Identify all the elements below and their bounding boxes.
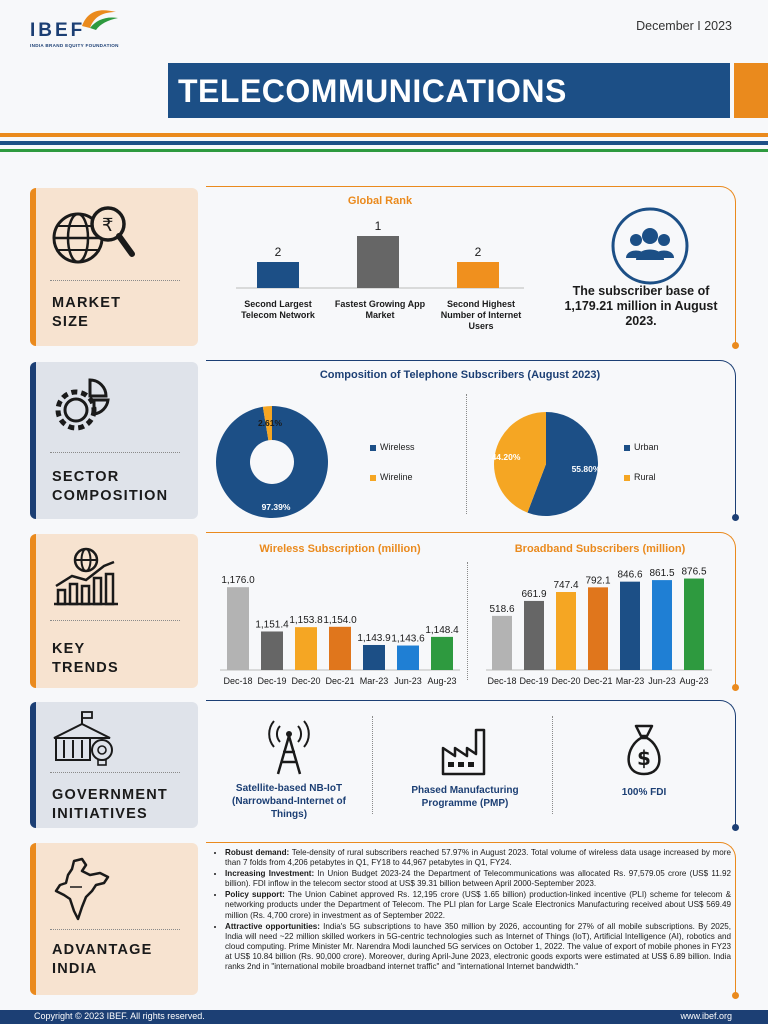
bar <box>652 580 672 670</box>
rank-value: 2 <box>274 245 282 259</box>
wireless-subscription-chart <box>218 560 462 694</box>
title-accent <box>734 63 768 118</box>
advantage-bullet-text: In Union Budget 2023-24 the Department of Telecommunications was allocated Rs. 97,579.05 crore (US$ 11.92 billion). FDI inflow in the telecom sector stood at US$ 39.31 billion between April 2000-September 2023. <box>225 869 731 889</box>
bracket-end-dot <box>732 342 739 349</box>
global-rank-chart <box>230 210 530 292</box>
x-tick-label: Jun-23 <box>394 676 422 686</box>
footer-copyright: Copyright © 2023 IBEF. All rights reserved. <box>34 1011 205 1021</box>
section-label-advantage-india: ADVANTAGE INDIA <box>52 942 153 977</box>
initiative-nb-iot: Satellite-based NB-IoT (Narrowband-Internet of Things) <box>232 783 346 820</box>
rank-label-1: Fastest Growing App Market <box>334 299 426 320</box>
x-tick-label: Mar-23 <box>615 676 645 686</box>
bar-value-label: 747.4 <box>553 580 579 592</box>
legend-wireless: Wireless <box>370 442 415 452</box>
x-tick-label: Aug-23 <box>679 676 709 686</box>
composition-divider <box>466 394 467 514</box>
globe-magnifier-icon <box>50 202 136 272</box>
stripe-green <box>0 149 768 152</box>
ibef-logo: IBEF <box>30 20 86 41</box>
bar-value-label: 861.5 <box>649 568 675 580</box>
x-tick-label: Dec-21 <box>583 676 613 686</box>
bar <box>684 579 704 670</box>
section-label-government-initiatives: GOVERNMENT INITIATIVES <box>52 787 168 822</box>
svg-text:$: $ <box>637 746 651 770</box>
government-building-bulb-icon <box>50 708 126 770</box>
bar-value-label: 1,143.6 <box>391 633 425 645</box>
rank-label-2: Second Highest Number of Internet Users <box>440 299 522 331</box>
advantage-bullet-head: Policy support: <box>225 890 285 900</box>
card-market-size <box>30 188 198 346</box>
globe-trend-chart-icon <box>50 546 130 608</box>
bar-value-label: 518.6 <box>489 603 515 615</box>
subscriber-base-text: The subscriber base of 1,179.21 million in August 2023. <box>564 284 718 328</box>
x-tick-label: Dec-20 <box>551 676 581 686</box>
rank-bar <box>357 236 399 288</box>
broadband-subscribers-chart <box>484 560 714 694</box>
bar-value-label: 661.9 <box>521 588 547 600</box>
advantage-bullet <box>225 848 731 868</box>
bar-value-label: 1,154.0 <box>323 614 357 626</box>
government-divider <box>372 716 373 814</box>
page-title: TELECOMMUNICATIONS <box>178 73 567 109</box>
stripe-navy <box>0 141 768 145</box>
x-tick-label: Mar-23 <box>359 676 389 686</box>
bar-value-label: 1,143.9 <box>357 632 391 644</box>
pie-value-label: 2.61% <box>257 418 283 428</box>
x-tick-label: Jun-23 <box>648 676 676 686</box>
bar <box>556 592 576 670</box>
advantage-bullet-head: Robust demand: <box>225 848 290 857</box>
card-government-initiatives <box>30 702 198 828</box>
bar <box>329 627 351 670</box>
bracket-end-dot <box>732 992 739 999</box>
rank-bar <box>457 262 499 288</box>
pie-value-label: 55.80% <box>571 464 601 474</box>
card-advantage-india <box>30 843 198 995</box>
pie-value-label: 97.39% <box>261 502 291 512</box>
bar-value-label: 1,176.0 <box>221 575 255 587</box>
bracket-end-dot <box>732 514 739 521</box>
satellite-tower-icon <box>264 718 314 776</box>
rank-value: 2 <box>474 245 482 259</box>
stripe-orange <box>0 133 768 137</box>
trends-divider <box>467 562 468 680</box>
section-label-sector-composition: SECTOR COMPOSITION <box>52 469 169 504</box>
chart-title-global-rank: Global Rank <box>347 195 413 207</box>
chart-title-wireless-subscription: Wireless Subscription (million) <box>259 543 421 555</box>
svg-text:₹: ₹ <box>102 215 114 236</box>
x-tick-label: Dec-21 <box>325 676 355 686</box>
bar-value-label: 1,151.4 <box>255 619 289 631</box>
x-tick-label: Dec-20 <box>291 676 321 686</box>
bar <box>588 587 608 670</box>
chart-title-broadband-subscribers: Broadband Subscribers (million) <box>514 543 686 555</box>
x-tick-label: Dec-18 <box>223 676 253 686</box>
footer-url: www.ibef.org <box>680 1011 732 1021</box>
pie-value-label: 44.20% <box>491 452 521 462</box>
bar-value-label: 876.5 <box>681 566 707 578</box>
bar <box>397 646 419 670</box>
initiative-pmp: Phased Manufacturing Programme (PMP) <box>411 785 519 809</box>
india-map-icon <box>52 857 116 923</box>
x-tick-label: Dec-18 <box>487 676 517 686</box>
chart-title-telephone-composition: Composition of Telephone Subscribers (August 2023) <box>319 369 601 381</box>
advantage-bullet-text: The Union Cabinet approved Rs. 12,195 crore (US$ 1.65 billion) production-linked incentive (PLI) scheme for telecom & networking products under the Department of Telecom. The PLI plan for Large Scale Electronics Manufacturing received about US$ 569.49 million (Rs. 4,700 crore) in investment as of September 2022. <box>225 890 731 920</box>
section-label-key-trends: KEY TRENDS <box>52 641 119 676</box>
advantage-bullet <box>225 890 731 920</box>
bar-value-label: 846.6 <box>617 569 643 581</box>
footer <box>0 1010 768 1024</box>
urban-rural-pie <box>486 410 610 518</box>
gear-pie-icon <box>50 376 120 436</box>
bar <box>492 616 512 670</box>
bar-value-label: 1,148.4 <box>425 624 459 636</box>
card-sector-composition <box>30 362 198 519</box>
advantage-bullets <box>215 848 731 973</box>
advantage-bullet-head: Increasing Investment: <box>225 869 315 879</box>
bar <box>227 587 249 670</box>
bar <box>295 627 317 670</box>
factory-icon <box>440 724 490 776</box>
initiative-fdi: 100% FDI <box>621 787 667 798</box>
title-bar <box>168 63 730 118</box>
section-label-market-size: MARKET SIZE <box>52 295 122 330</box>
bar <box>524 601 544 670</box>
bracket-end-dot <box>732 684 739 691</box>
advantage-bullet-text: Tele-density of rural subscribers reached 57.97% in August 2023. Total volume of wireless data usage increased by more than 7 folds from 4,206 petabytes in Q1, FY18 to 44,967 petabytes in Q1, FY24. <box>225 848 731 868</box>
bar <box>363 645 385 670</box>
users-group-icon <box>610 206 690 286</box>
ibef-logo-subtitle: INDIA BRAND EQUITY FOUNDATION <box>30 43 119 48</box>
legend-urban: Urban <box>624 442 659 452</box>
advantage-bullet <box>225 922 731 972</box>
bar <box>431 637 453 670</box>
advantage-bullet <box>225 869 731 889</box>
x-tick-label: Dec-19 <box>519 676 549 686</box>
rank-label-0: Second Largest Telecom Network <box>241 299 315 320</box>
money-bag-icon <box>620 722 668 778</box>
x-tick-label: Dec-19 <box>257 676 287 686</box>
bar <box>261 631 283 670</box>
advantage-bullet-head: Attractive opportunities: <box>225 921 320 931</box>
advantage-bullet-text: India's 5G subscriptions to have 350 million by 2026, accounting for 27% of all mobile subscriptions. By 2025, India will need ~22 million skilled workers in 5G-centric technologies such as Internet of Things (IoT), Artificial Intelligence (AI), robotics and cloud computing. Prime Minister Mr. Narendra Modi launched 5G services on October 1, 2022. The value of export of mobile phones in FY23 at US$ 10.84 billion (Rs. 90,000 crore). Moreover, during April-June 2023, electronic goods exports were estimated at US$ 6.89 billion. India ranks 2nd in "international mobile broadband internet traffic" and "international Internet bandwidth." <box>225 921 732 972</box>
legend-wireline: Wireline <box>370 472 413 482</box>
rank-bar <box>257 262 299 288</box>
bar <box>620 582 640 670</box>
legend-rural: Rural <box>624 472 656 482</box>
rank-value: 1 <box>374 219 382 233</box>
bar-value-label: 792.1 <box>585 575 611 587</box>
report-date: December I 2023 <box>636 19 732 33</box>
bar-value-label: 1,153.8 <box>289 615 323 627</box>
wireless-wireline-donut <box>210 404 338 522</box>
government-divider <box>552 716 553 814</box>
bracket-end-dot <box>732 824 739 831</box>
x-tick-label: Aug-23 <box>427 676 457 686</box>
card-key-trends <box>30 534 198 688</box>
